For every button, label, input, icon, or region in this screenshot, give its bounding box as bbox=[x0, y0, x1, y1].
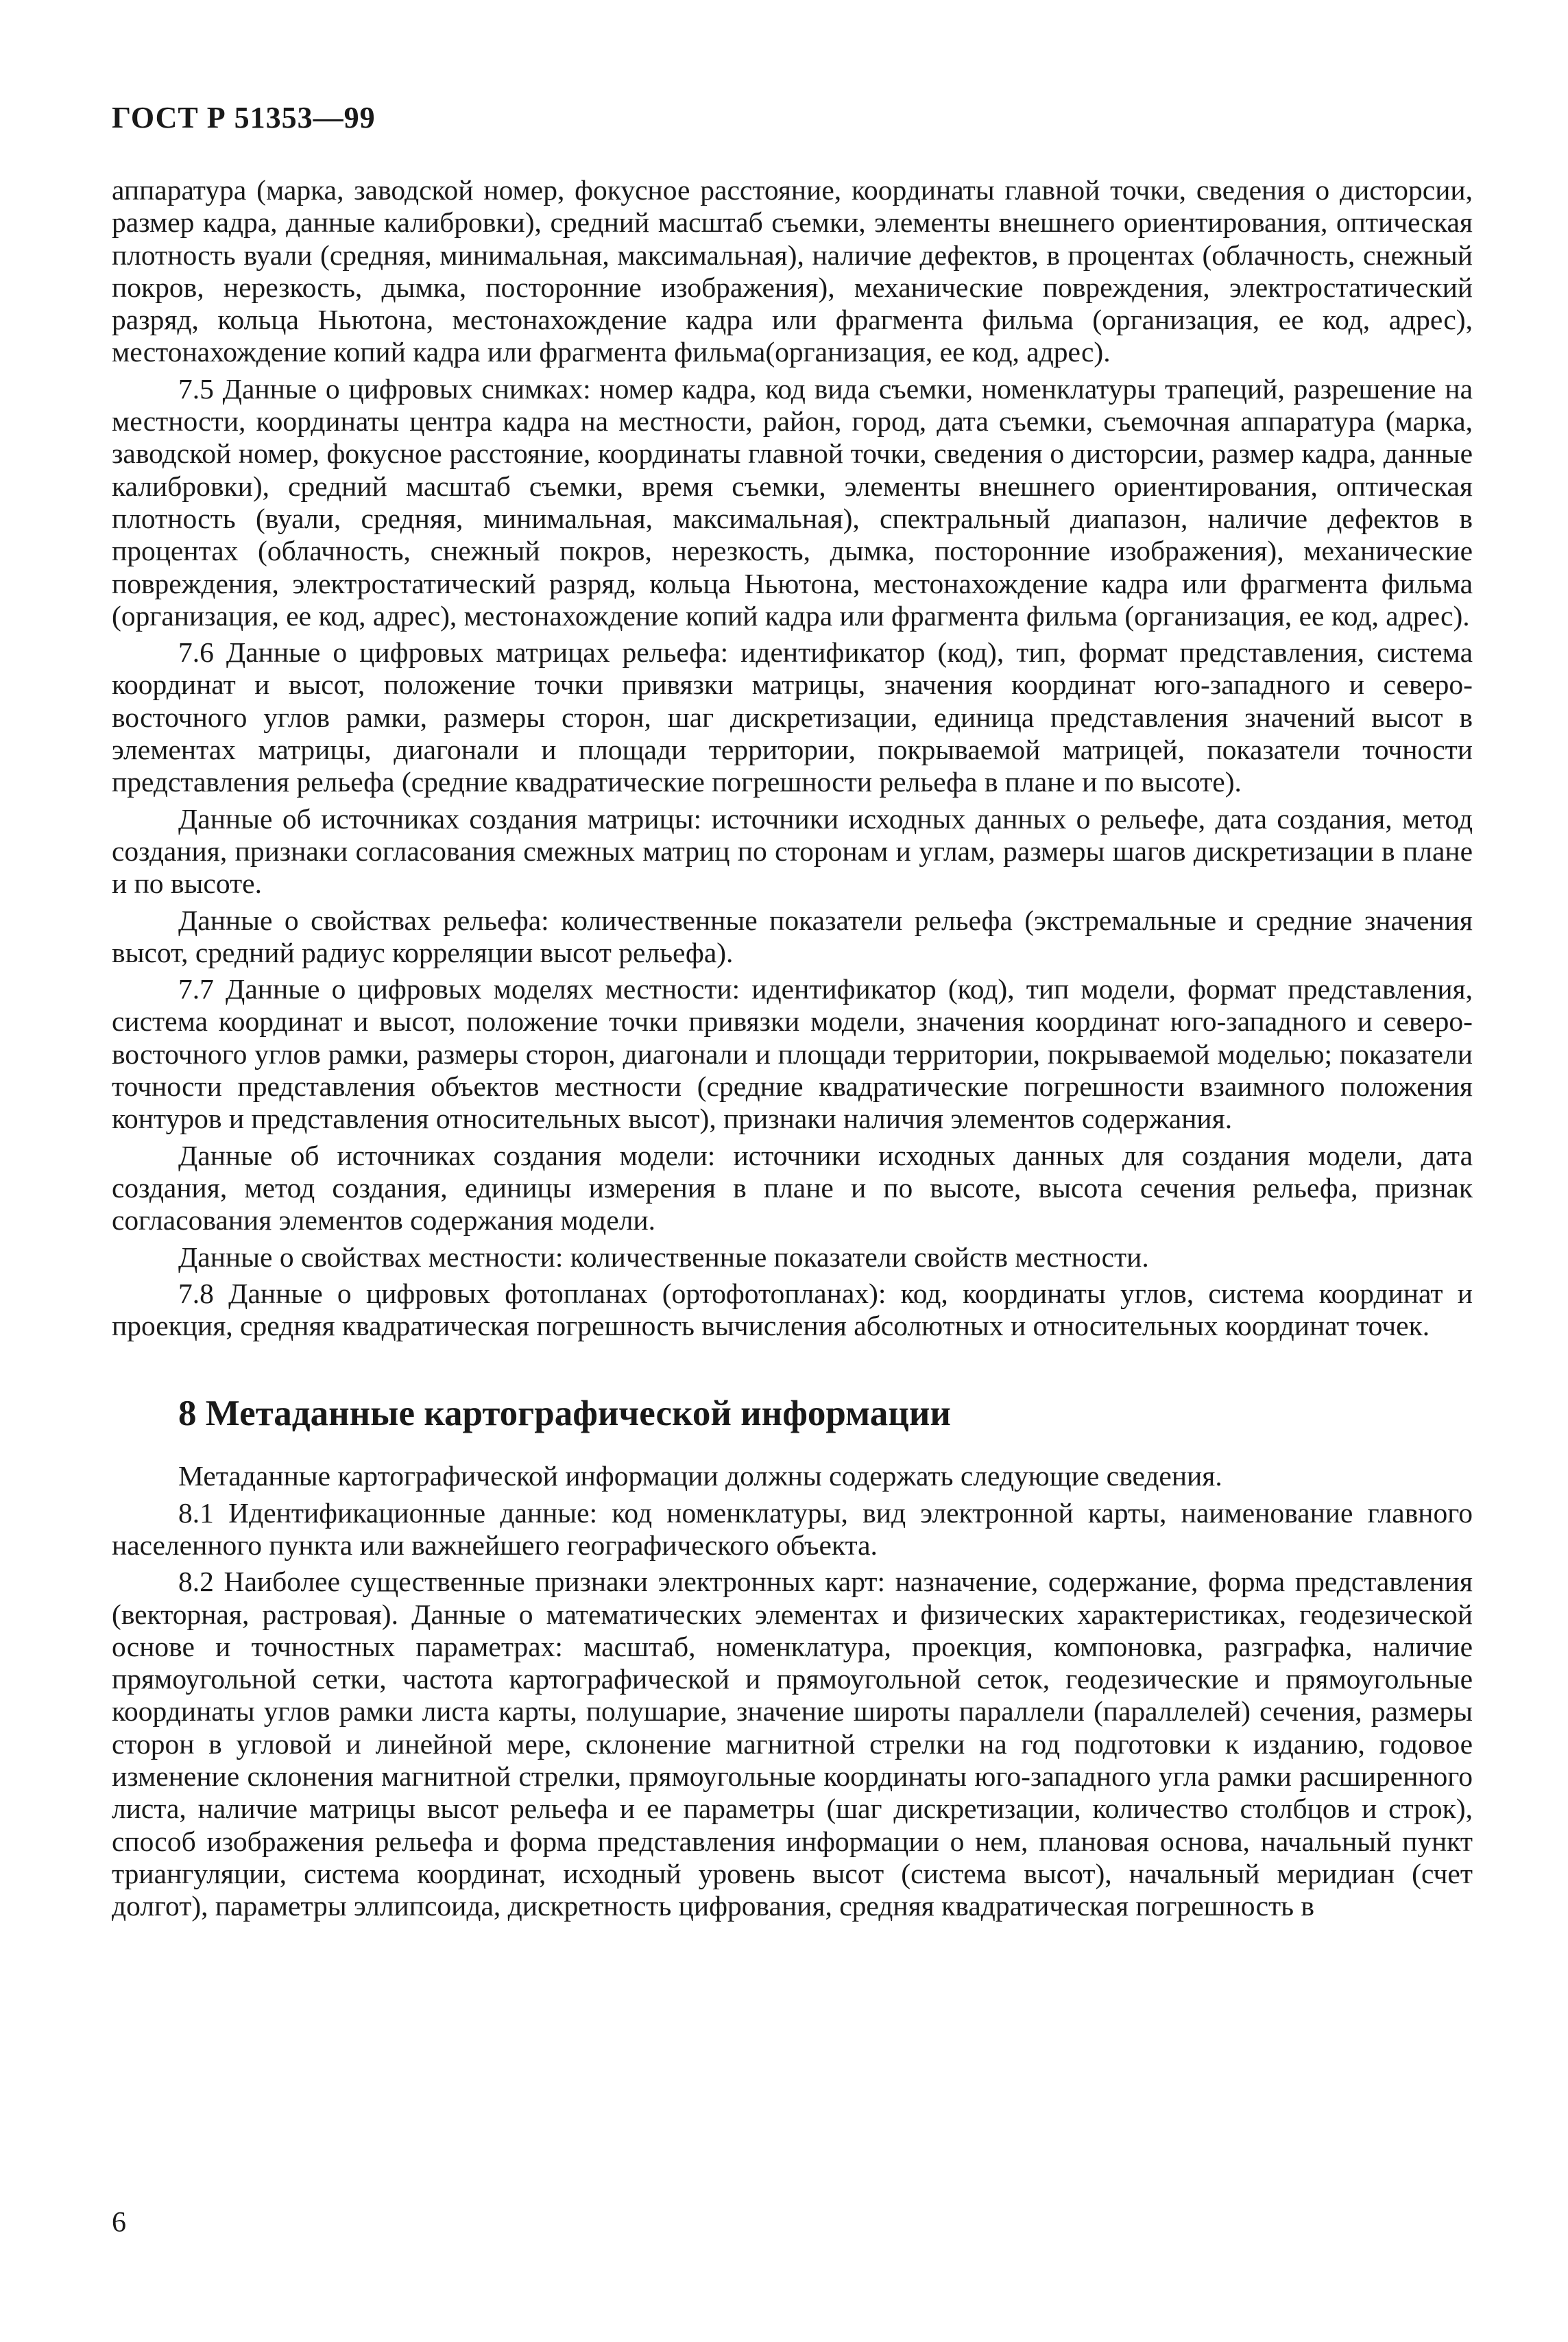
paragraph-7-6: 7.6 Данные о цифровых матрицах рельефа: идентификатор (код), тип, формат представления, система координат и высот, положение точки привязки матрицы, значения координат юго-западного и северо-восточного углов рамки, размеры сторон, шаг дискретизации, единица представления значений высот в элементах матрицы, диагонали и площади территории, покрываемой матрицей, показатели точности представления рельефа (средние квадратические погрешности рельефа в плане и по высоте). bbox=[112, 636, 1473, 798]
paragraph-7-7: 7.7 Данные о цифровых моделях местности: идентификатор (код), тип модели, формат представления, система координат и высот, положение точки привязки модели, значения координат юго-западного и северо-восточного углов рамки, размеры сторон, диагонали и площади территории, покрываемой моделью; показатели точности представления объектов местности (средние квадратические погрешности взаимного положения контуров и представления относительных высот), признаки наличия элементов содержания. bbox=[112, 973, 1473, 1135]
paragraphs-after-section bbox=[112, 1460, 1473, 1922]
page-number: 6 bbox=[112, 2207, 126, 2238]
standard-header: ГОСТ Р 51353—99 bbox=[112, 101, 376, 134]
paragraph-8-1: 8.1 Идентификационные данные: код номенклатуры, вид электронной карты, наименование главного населенного пункта или важнейшего географического объекта. bbox=[112, 1496, 1473, 1561]
section-8-heading: 8 Метаданные картографической информации bbox=[178, 1394, 951, 1434]
paragraph-7-6-sources: Данные об источниках создания матрицы: источники исходных данных о рельефе, дата создания, метод создания, признаки согласования смежных матриц по сторонам и углам, размеры шагов дискретизации в плане и по высоте. bbox=[112, 802, 1473, 900]
paragraph-7-5: 7.5 Данные о цифровых снимках: номер кадра, код вида съемки, номенклатуры трапеций, разрешение на местности, координаты центра кадра на местности, район, город, дата съемки, съемочная аппаратура (марка, заводской номер, фокусное расстояние, координаты главной точки, сведения о дисторсии, размер кадра, данные калибровки), средний масштаб съемки, время съемки, элементы внешнего ориентирования, оптическая плотность (вуали, средняя, минимальная, максимальная), спектральный диапазон, наличие дефектов в процентах (облачность, снежный покров, нерезкость, дымка, посторонние изображения), механические повреждения, электростатический разряд, кольца Ньютона, местонахождение кадра или фрагмента фильма (организация, ее код, адрес), местонахождение копий кадра или фрагмента фильма (организация, ее код, адрес). bbox=[112, 372, 1473, 632]
paragraph-7-7-sources: Данные об источниках создания модели: источники исходных данных для создания модели, дата создания, метод создания, единицы измерения в плане и по высоте, высота сечения рельефа, признак согласования элементов содержания модели. bbox=[112, 1139, 1473, 1236]
document-page bbox=[112, 103, 1473, 1923]
paragraph-continuation: аппаратура (марка, заводской номер, фокусное расстояние, координаты главной точки, сведения о дисторсии, размер кадра, данные калибровки), средний масштаб съемки, элементы внешнего ориентирования, оптическая плотность вуали (средняя, минимальная, максимальная), наличие дефектов, в процентах (облачность, снежный покров, нерезкость, дымка, посторонние изображения), механические повреждения, электростатический разряд, кольца Ньютона, местонахождение кадра или фрагмента фильма (организация, ее код, адрес), местонахождение копий кадра или фрагмента фильма(организация, ее код, адрес). bbox=[112, 174, 1473, 368]
paragraphs-before-section bbox=[112, 174, 1473, 1342]
paragraph-7-6-relief: Данные о свойствах рельефа: количественные показатели рельефа (экстремальные и средние значения высот, средний радиус корреляции высот рельефа). bbox=[112, 904, 1473, 968]
paragraph-7-8: 7.8 Данные о цифровых фотопланах (ортофотопланах): код, координаты углов, система координат и проекция, средняя квадратическая погрешность вычисления абсолютных и относительных координат точек. bbox=[112, 1277, 1473, 1342]
paragraph-8-2: 8.2 Наиболее существенные признаки электронных карт: назначение, содержание, форма представления (векторная, растровая). Данные о математических элементах и физических характеристиках, геодезической основе и точностных параметрах: масштаб, номенклатура, проекция, компоновка, разграфка, наличие прямоугольной сетки, частота картографической и прямоугольной сеток, геодезические и прямоугольные координаты углов рамки листа карты, полушарие, значение широты параллели (параллелей) сечения, размеры сторон в угловой и линейной мере, склонение магнитной стрелки на год подготовки к изданию, годовое изменение склонения магнитной стрелки, прямоугольные координаты юго-западного угла рамки расширенного листа, наличие матрицы высот рельефа и ее параметры (шаг дискретизации, количество столбцов и строк), способ изображения рельефа и форма представления информации о нем, плановая основа, начальный пункт триангуляции, система координат, исходный уровень высот (система высот), начальный меридиан (счет долгот), параметры эллипсоида, дискретность цифрования, средняя квадратическая погрешность в bbox=[112, 1566, 1473, 1922]
paragraph-7-7-props: Данные о свойствах местности: количественные показатели свойств местности. bbox=[178, 1241, 1149, 1273]
paragraph-8-intro: Метаданные картографической информации должны содержать следующие сведения. bbox=[178, 1460, 1222, 1492]
